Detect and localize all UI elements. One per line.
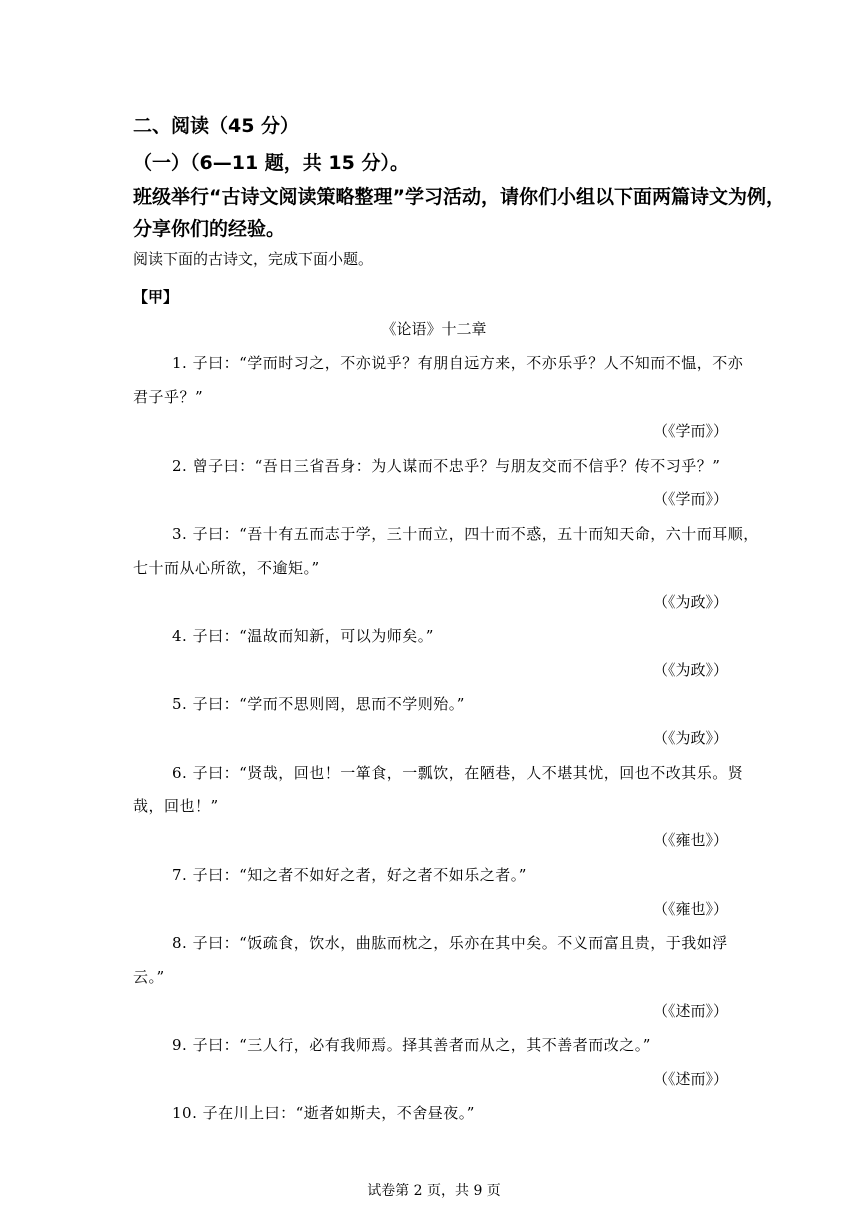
analects-item-4-source: （《为政》） xyxy=(652,661,728,679)
analects-item-1-line-1: 1. 子曰：“学而时习之，不亦说乎？有朋自远方来，不亦乐乎？人不知而不愠，不亦 xyxy=(172,354,744,372)
analects-item-7-line-1: 7. 子曰：“知之者不如好之者，好之者不如乐之者。” xyxy=(172,866,527,884)
section-heading: 二、阅读（45 分） xyxy=(133,115,300,137)
analects-item-5-source: （《为政》） xyxy=(652,729,728,747)
analects-item-1-source: （《学而》） xyxy=(652,422,728,440)
analects-item-5-line-1: 5. 子曰：“学而不思则罔，思而不学则殆。” xyxy=(172,695,465,713)
page-footer: 试卷第 2 页，共 9 页 xyxy=(367,1183,501,1199)
task-description-line-1: 班级举行“古诗文阅读策略整理”学习活动，请你们小组以下面两篇诗文为例， xyxy=(133,186,785,208)
analects-item-2-line-1: 2. 曾子曰：“吾日三省吾身：为人谋而不忠乎？与朋友交而不信乎？传不习乎？” xyxy=(172,457,721,475)
analects-item-7-source: （《雍也》） xyxy=(652,900,728,918)
passage-title: 《论语》十二章 xyxy=(381,320,487,338)
analects-item-9-line-1: 9. 子曰：“三人行，必有我师焉。择其善者而从之，其不善者而改之。” xyxy=(172,1036,651,1054)
analects-item-3-line-1: 3. 子曰：“吾十有五而志于学，三十而立，四十而不惑，五十而知天命，六十而耳顺， xyxy=(172,525,759,543)
analects-item-2-source: （《学而》） xyxy=(652,490,728,508)
analects-item-10-line-1: 10. 子在川上曰：“逝者如斯夫，不舍昼夜。” xyxy=(172,1104,475,1122)
analects-item-9-source: （《述而》） xyxy=(652,1070,728,1088)
analects-item-3-source: （《为政》） xyxy=(652,593,728,611)
analects-item-8-source: （《述而》） xyxy=(652,1002,728,1020)
analects-item-3-line-2: 七十而从心所欲，不逾矩。” xyxy=(133,559,320,577)
task-description-line-2: 分享你们的经验。 xyxy=(133,218,286,240)
reading-instruction: 阅读下面的古诗文，完成下面小题。 xyxy=(133,250,374,268)
analects-item-4-line-1: 4. 子曰：“温故而知新，可以为师矣。” xyxy=(172,627,434,645)
analects-item-8-line-1: 8. 子曰：“饭疏食，饮水，曲肱而枕之，乐亦在其中矣。不义而富且贵，于我如浮 xyxy=(172,934,728,952)
analects-item-6-line-1: 6. 子曰：“贤哉，回也！一箪食，一瓢饮，在陋巷，人不堪其忧，回也不改其乐。贤 xyxy=(172,764,744,782)
passage-label: 【甲】 xyxy=(133,288,179,306)
analects-item-8-line-2: 云。” xyxy=(133,968,165,986)
analects-item-6-source: （《雍也》） xyxy=(652,831,728,849)
analects-item-6-line-2: 哉，回也！” xyxy=(133,797,219,815)
subsection-heading: （一）（6—11 题，共 15 分）。 xyxy=(133,152,409,174)
analects-item-1-line-2: 君子乎？” xyxy=(133,388,204,406)
